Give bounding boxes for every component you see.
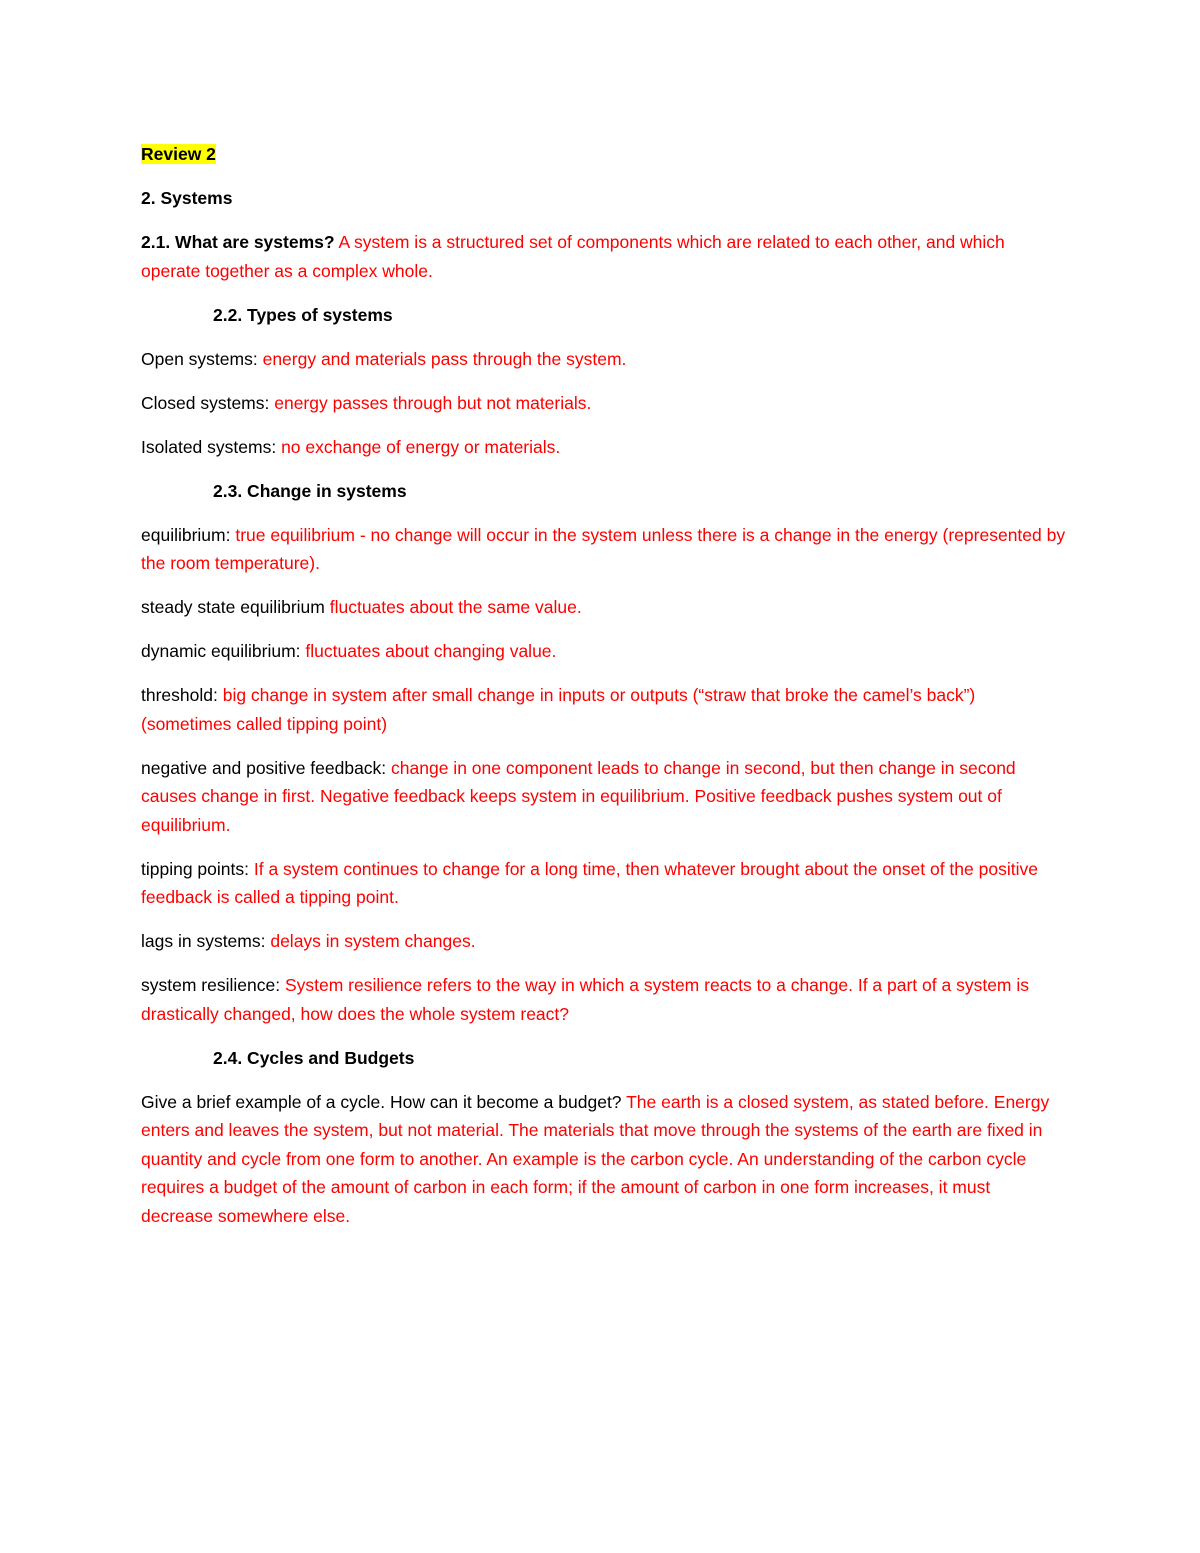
lags-term: lags in systems: xyxy=(141,931,266,951)
isolated-systems-term: Isolated systems: xyxy=(141,436,277,457)
change-in-systems-heading: 2.3. Change in systems xyxy=(213,480,407,501)
what-are-systems-label: 2.1. What are systems? xyxy=(141,232,335,252)
title-highlight: Review 2 xyxy=(141,144,216,164)
resilience-definition: System resilience refers to the way in which a system reacts to a change. If a part of a system is drastically changed, how does the whole system react? xyxy=(141,975,1029,1024)
isolated-systems-paragraph xyxy=(141,433,1066,462)
tipping-points-paragraph xyxy=(141,855,1066,912)
open-systems-paragraph xyxy=(141,345,1066,374)
dynamic-equilibrium-definition: fluctuates about changing value. xyxy=(300,641,557,661)
isolated-systems-definition: no exchange of energy or materials. xyxy=(276,436,561,457)
steady-state-term: steady state equilibrium xyxy=(141,597,325,617)
resilience-term: system resilience: xyxy=(141,975,281,995)
lags-paragraph xyxy=(141,927,1066,956)
lags-definition: delays in system changes. xyxy=(265,931,476,951)
resilience-paragraph xyxy=(141,971,1066,1028)
document-page xyxy=(141,140,1066,1246)
steady-state-paragraph xyxy=(141,593,1066,622)
cycles-budgets-heading: 2.4. Cycles and Budgets xyxy=(213,1047,415,1068)
dynamic-equilibrium-paragraph xyxy=(141,637,1066,666)
tipping-points-term: tipping points: xyxy=(141,858,249,879)
what-are-systems-answer: A system is a structured set of components which are related to each other, and which operate together as a complex whole. xyxy=(141,232,1005,281)
what-are-systems-paragraph xyxy=(141,228,1066,285)
cycle-paragraph xyxy=(141,1088,1066,1231)
cycle-question: Give a brief example of a cycle. How can it become a budget? xyxy=(141,1091,622,1112)
closed-systems-paragraph xyxy=(141,389,1066,418)
threshold-paragraph xyxy=(141,681,1066,738)
section-heading: 2. Systems xyxy=(141,188,233,208)
open-systems-definition: energy and materials pass through the system. xyxy=(257,348,627,369)
document-title xyxy=(141,140,1066,169)
equilibrium-term: equilibrium: xyxy=(141,524,231,545)
types-of-systems-heading: 2.2. Types of systems xyxy=(213,304,393,325)
dynamic-equilibrium-term: dynamic equilibrium: xyxy=(141,641,301,661)
open-systems-term: Open systems: xyxy=(141,348,258,369)
equilibrium-definition: true equilibrium - no change will occur in the system unless there is a change in the energy (represented by the room temperature). xyxy=(141,524,1066,573)
cycle-answer: The earth is a closed system, as stated before. Energy enters and leaves the system, but not material. The materials that move through the systems of the earth are fixed in quantity and cycle from one form to another. An example is the carbon cycle. An understanding of the carbon cycle requires a budget of the amount of carbon in each form; if the amount of carbon in one form increases, it must decrease somewhere else. xyxy=(141,1091,1050,1226)
threshold-definition: big change in system after small change in inputs or outputs (“straw that broke the camel’s back”) (sometimes called tipping point) xyxy=(141,685,976,734)
tipping-points-definition: If a system continues to change for a long time, then whatever brought about the onset of the positive feedback is called a tipping point. xyxy=(141,858,1038,907)
closed-systems-definition: energy passes through but not materials. xyxy=(269,392,592,413)
feedback-term: negative and positive feedback: xyxy=(141,757,387,778)
threshold-term: threshold: xyxy=(141,685,218,705)
steady-state-definition: fluctuates about the same value. xyxy=(324,597,582,617)
feedback-paragraph xyxy=(141,754,1066,840)
feedback-definition: change in one component leads to change in second, but then change in second causes change in first. Negative feedback keeps system in equilibrium. Positive feedback pushes system out of equilibrium. xyxy=(141,757,1016,835)
equilibrium-paragraph xyxy=(141,521,1066,578)
closed-systems-term: Closed systems: xyxy=(141,392,270,413)
